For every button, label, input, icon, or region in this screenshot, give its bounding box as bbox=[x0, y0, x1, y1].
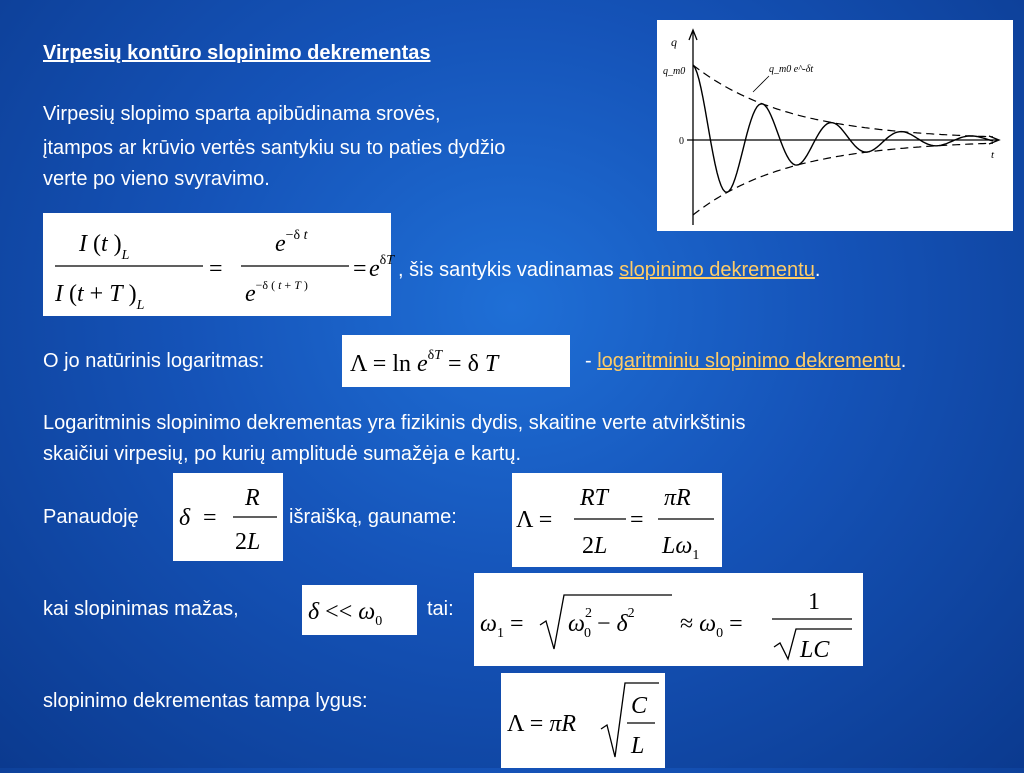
svg-text:=: = bbox=[209, 256, 223, 282]
formula-condition bbox=[302, 585, 417, 635]
formula-ratio-svg bbox=[43, 213, 395, 316]
formula-ratio bbox=[43, 213, 395, 316]
svg-text:2L: 2L bbox=[582, 533, 608, 559]
svg-text:≈ ω0 =: ≈ $\omega_0$ = bbox=[680, 611, 743, 641]
formula-delta-svg bbox=[173, 473, 283, 561]
formula-log-svg bbox=[342, 335, 570, 387]
definition-line-2: skaičiui virpesių, po kurių amplitudė sumažėja e kartų. bbox=[43, 443, 521, 465]
log-term-link[interactable]: logaritminiu slopinimo dekrementu bbox=[597, 350, 901, 372]
formula-omega bbox=[474, 573, 863, 666]
intro-line-3: verte po vieno svyravimo. bbox=[43, 168, 270, 190]
y-tick-label: q_m0 bbox=[663, 66, 686, 77]
svg-text:ω20 − δ2: $\omega^2$ $0 - \delta^2$ bbox=[568, 606, 635, 641]
ratio-term-link[interactable]: slopinimo dekrementu bbox=[619, 259, 815, 281]
use-mid: išraišką, gauname: bbox=[289, 506, 457, 528]
svg-text:e−δ t: $e^{-\delta t}$ bbox=[275, 228, 308, 257]
formula-final-svg bbox=[501, 673, 665, 768]
svg-text:Λ = ln eδT = δ T: $\Lambda = \ln e^{\delta T} = \delta$ T bbox=[350, 348, 499, 377]
log-end: . bbox=[900, 350, 907, 372]
envelope-label: q_m0 e^-δt bbox=[769, 64, 814, 75]
svg-text:δ: δ bbox=[179, 505, 191, 531]
x-axis-label: t bbox=[991, 149, 995, 161]
svg-text:R: R bbox=[245, 485, 260, 511]
svg-text:ω1 =: $\omega_1$ = bbox=[480, 611, 524, 641]
svg-text:Lω1: $L\omega_1$ bbox=[662, 533, 700, 563]
formula-log bbox=[342, 335, 570, 387]
formula-final bbox=[501, 673, 665, 768]
formula-condition-svg bbox=[302, 585, 417, 635]
small-then: tai: bbox=[427, 598, 454, 620]
svg-text:=: = bbox=[203, 505, 217, 531]
y-axis-label: q bbox=[671, 35, 677, 49]
ratio-sentence bbox=[398, 257, 820, 283]
formula-delta bbox=[173, 473, 283, 561]
svg-text:L: L bbox=[631, 733, 645, 759]
use-label: Panaudoję bbox=[43, 506, 139, 528]
ratio-end: . bbox=[814, 259, 821, 281]
svg-text:1: 1 bbox=[808, 589, 820, 615]
log-label: O jo natūrinis logaritmas: bbox=[43, 350, 265, 372]
svg-text:e−δ ( t + T ): $e^{-\delta ( t + T )}$ bbox=[245, 278, 308, 307]
svg-text:I (t + T )L: I (t + T )$_L$ bbox=[55, 281, 145, 313]
formula-lambda bbox=[512, 473, 722, 567]
svg-text:LC: LC bbox=[800, 637, 830, 663]
formula-lambda-svg bbox=[512, 473, 722, 567]
svg-text:2L: 2L bbox=[235, 529, 261, 555]
envelope-upper bbox=[693, 65, 993, 137]
svg-text:=: = bbox=[353, 256, 367, 282]
svg-text:=: = bbox=[630, 507, 644, 533]
formula-omega-svg bbox=[474, 573, 863, 666]
intro-line-2: įtampos ar krūvio vertės santykiu su to paties dydžio bbox=[43, 137, 506, 159]
definition-line-1: Logaritminis slopinimo dekrementas yra fizikinis dydis, skaitine verte atvirkštinis bbox=[43, 412, 746, 434]
svg-text:C: C bbox=[631, 693, 648, 719]
intro-line-1: Virpesių slopimo sparta apibūdinama srovės, bbox=[43, 103, 441, 125]
log-dash: - bbox=[585, 350, 598, 372]
ratio-text: , šis santykis vadinamas bbox=[398, 259, 620, 281]
svg-text:Λ = πR: Λ = πR bbox=[507, 711, 577, 737]
svg-text:δ << ω0: $\delta << \omega_0$ bbox=[308, 599, 383, 629]
zero-label: 0 bbox=[679, 136, 684, 147]
svg-text:πR: πR bbox=[664, 485, 691, 511]
svg-text:RT: RT bbox=[580, 485, 609, 511]
svg-text:Λ =: Λ = bbox=[516, 507, 553, 533]
damped-wave bbox=[693, 65, 993, 192]
envelope-pointer bbox=[753, 76, 769, 92]
small-label: kai slopinimas mažas, bbox=[43, 598, 239, 620]
damped-oscillation-graph bbox=[657, 20, 1013, 231]
svg-text:I (t )L: I (t )$_L$ bbox=[79, 231, 130, 263]
slide-title: Virpesių kontūro slopinimo dekrementas bbox=[43, 42, 431, 64]
graph-svg bbox=[657, 20, 1013, 231]
envelope-lower bbox=[693, 143, 993, 215]
log-sentence bbox=[585, 348, 906, 374]
svg-text:eδT: $e^{\delta T}$ bbox=[369, 253, 395, 282]
final-label: slopinimo dekrementas tampa lygus: bbox=[43, 690, 368, 712]
